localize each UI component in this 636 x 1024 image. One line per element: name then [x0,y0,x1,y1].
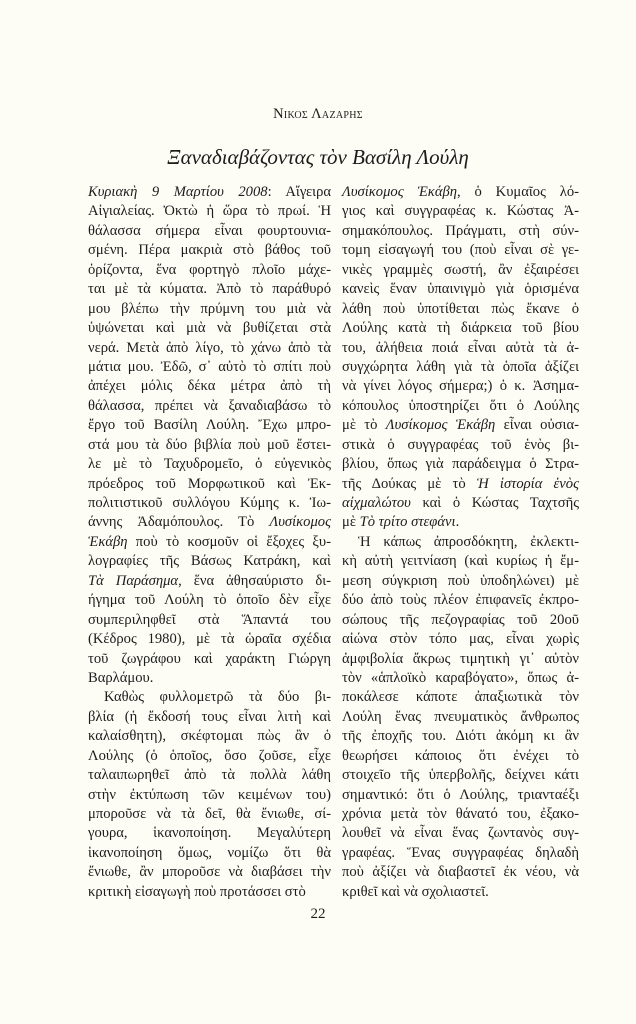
text-segment: Καθὼς φυλλομετρῶ τὰ δύο βι- [104,689,331,706]
text-line [88,766,331,785]
text-segment: τομη εἰσαγωγή του (ποὺ εἶναι σὲ γε- [342,242,579,259]
text-segment: ποὺ τὸ κοσμοῦν οἱ ἔξοχες ξυ- [127,533,331,550]
text-line [342,475,579,494]
text-segment: , ὁ Κυμαῖος λό- [456,184,579,200]
text-line [342,650,579,669]
text-segment: ἔργο τοῦ Βασίλη Λούλη. Ἔχω μπρο- [88,417,331,434]
text-segment: του, ἀλήθεια ποιά εἶναι αὐτὰ τὰ ἀ- [342,339,579,356]
text-line [88,669,331,688]
text-line [88,727,331,746]
text-segment: στοιχεῖο τῆς ὑπερβολῆς, δείχνει κάτι [342,767,579,784]
text-line [88,183,331,202]
text-line [88,358,331,377]
text-segment: σημακόπουλος. Πράγματι, στὴ σύν- [342,222,579,239]
text-segment: μου βλέπω τὴν πρύμνη του μιὰ νὰ [88,300,331,317]
text-segment: ὁρίζοντα, ἕνα φορτηγὸ πλοῖο μάχε- [88,261,331,278]
text-line [88,552,331,571]
text-segment: Τὰ Παράσημα [88,572,179,589]
text-line [88,824,331,843]
author-name: Νικος Λαζαρης [273,106,363,122]
text-segment: λογραφίες τῆς Βάσως Κατράκη, καὶ [88,553,331,570]
text-line [342,727,579,746]
text-line [342,805,579,824]
text-segment: Λυσίκομος [269,514,331,531]
text-segment: ἔνιωθε, ἂν μποροῦσε νὰ διαβάσει τὴν [88,864,331,881]
text-segment: Βαρλάμου. [88,669,154,686]
text-line [342,824,579,843]
text-line [342,630,579,649]
text-segment: Λούλης (ὁ ὁποῖος, ὅσο ζοῦσε, εἶχε [88,747,331,764]
text-segment: μεση σύγκριση ποὺ ὑποδηλώνει) μὲ [342,572,579,589]
text-segment: στά μου τὰ δύο βιβλία ποὺ μοῦ ἔστει- [88,436,331,453]
text-line [342,358,579,377]
text-segment: στικὰ ὁ συγγραφέας τοῦ ἑνὸς βι- [342,436,579,453]
text-line [88,805,331,824]
text-line [88,455,331,474]
text-segment: τῆς ἐποχῆς του. Διότι ἀκόμη κι ἂν [342,728,579,745]
text-segment: ὑψώνεται καὶ μιὰ νὰ βυθίζεται στὰ [88,320,331,337]
text-line [342,241,579,260]
text-line [342,552,579,571]
text-line [342,183,579,202]
text-segment: βλίου, ὅπως γιὰ παράδειγμα ὁ Στρα- [342,456,579,473]
text-segment: συμπεριληφθεῖ στὰ Ἅπαντά του [88,611,331,628]
text-segment: βλία (ἡ ἔκδοσή τους εἶναι λιτὴ καὶ [88,708,331,725]
text-segment: ποκάλεσε κάποτε ἀπαξιωτικὰ τὸν [342,689,579,706]
text-segment: ήγημα τοῦ Λούλη τὸ ὁποῖο δὲν εἶχε [88,592,331,609]
text-line [88,513,331,532]
text-segment: θάλασσα, πρέπει νὰ ξαναδιαβάσω τὸ [88,397,331,414]
text-line [88,572,331,591]
text-segment: συγχώρητα λάθη γιὰ τὰ ὁποῖα ἀξίζει [342,358,579,375]
text-segment: Λούλης κατὰ τὴ διάρκεια τοῦ βίου [342,320,579,337]
text-line [88,475,331,494]
text-line [88,339,331,358]
text-segment: στὴν ἐκτύπωση τῶν κειμένων του) [88,786,331,803]
text-line [342,883,579,902]
text-segment: σημαντικό: ὅτι ὁ Λούλης, τριανταέξι [342,786,579,803]
text-segment: καὶ ὁ Κώστας Ταχτσῆς [410,495,579,511]
text-line [88,863,331,882]
text-line [88,436,331,455]
text-segment: χρόνια μετὰ τὸν θάνατό του, ἐξακο- [342,806,579,822]
text-segment: Ἑκάβη [88,533,128,550]
text-segment: . [455,514,460,531]
text-line [88,241,331,260]
text-line [342,688,579,707]
text-line [88,494,331,513]
text-line [88,319,331,338]
text-line [342,766,579,785]
text-segment: (Κέδρος 1980), μὲ τὰ ὡραῖα σχέδια [88,631,331,648]
text-segment: ποὺ ἀξίζει νὰ διαβαστεῖ ἐκ νέου, νὰ [342,864,579,881]
text-segment: ἀμφιβολία ἄκρως τιμητικὴ γι᾽ αὐτὸν [342,650,579,667]
text-line [342,222,579,241]
text-line [88,611,331,630]
text-segment: Λούλη ἕνας πνευματικὸς ἄνθρωπος [342,708,579,725]
text-line [342,863,579,882]
text-line [88,786,331,805]
text-line [342,844,579,863]
text-segment: λουθεῖ νὰ εἶναι ἕνας ζωντανὸς συγ- [342,825,579,842]
text-line [88,261,331,280]
text-segment: κριθεῖ καὶ νὰ σχολιαστεῖ. [342,883,489,900]
text-segment: θεωρήσει κάποιος ὅτι ἐνέχει τὸ [342,747,579,764]
text-segment: Αἰγιαλείας. Ὀκτὼ ἡ ὥρα τὸ πρωί. Ἡ [88,203,331,220]
text-segment: τὸν «ἁπλοϊκὸ καραβόγατο», ὅπως ἀ- [342,669,579,686]
text-segment: λάθη ποὺ ὑποτίθεται πὼς ἔκανε ὁ [342,300,579,317]
text-line [88,533,331,552]
text-line [88,202,331,221]
text-segment: δύο ἀπὸ τοὺς πλέον ἐπιφανεῖς ἐκπρο- [342,592,579,609]
text-segment: άννης Ἀδαμόπουλος. Τὸ [88,514,270,531]
text-line [88,844,331,863]
text-segment: κόπουλος ὑποστηρίζει ὅτι ὁ Λούλης [342,397,579,414]
text-segment: ἱκανοποίηση ὅμως, νομίζω ὅτι θὰ [88,844,331,861]
text-line [342,669,579,688]
text-segment: ται μὲ τὰ κύματα. Ἀπὸ τὸ παράθυρό [88,281,331,298]
text-line [342,202,579,221]
text-line [342,611,579,630]
text-line [88,377,331,396]
text-line [88,222,331,241]
text-line [342,416,579,435]
text-line [88,416,331,435]
text-segment: αἰώνα στὸν τόπο μας, εἶναι χωρὶς [342,631,579,648]
text-line [88,397,331,416]
article-title: Ξαναδιαβάζοντας τὸν Βασίλη Λούλη [167,145,469,169]
text-segment: κὴ αὐτὴ γειτνίαση (καὶ κυρίως ἡ ἔμ- [342,553,579,570]
text-line [88,688,331,707]
text-segment: νικὲς γραμμὲς σωστή, ἂν ἐξαιρέσει [342,261,579,278]
text-segment: Τὸ τρίτο στεφάνι [359,514,456,531]
text-segment: πρόεδρος τοῦ Μορφωτικοῦ καὶ Ἐκ- [88,475,331,492]
text-line [88,591,331,610]
text-segment: γιος καὶ συγγραφέας κ. Κώστας Ἀ- [342,203,579,220]
text-segment: αἰχμαλώτου [342,495,411,511]
text-line [342,455,579,474]
text-segment: τοῦ ζωγράφου καὶ χαράκτη Γιώργη [88,650,331,667]
text-line [342,513,579,532]
text-segment: Ἡ ἱστορία ἑνὸς [476,475,579,492]
text-segment: σώπους τῆς πεζογραφίας τοῦ 20οῦ [342,611,579,628]
text-line [342,786,579,805]
text-line [342,436,579,455]
text-line [88,300,331,319]
text-segment: λε μὲ τὸ Ταχυδρομεῖο, ὁ εὐγενικὸς [88,456,331,473]
text-segment: μὲ [342,514,360,531]
text-segment: πολιτιστικοῦ συλλόγου Κύμης κ. Ἰω- [88,495,331,511]
text-segment: εἶναι οὐσια- [495,417,579,434]
text-segment: κανεὶς ἕναν ὑπαινιγμὸ γιὰ ὁρισμένα [342,281,579,298]
text-segment: Κυριακὴ 9 Μαρτίου 2008 [88,184,268,200]
text-line [88,280,331,299]
right-column [342,183,579,902]
text-segment: ταλαιπωρηθεῖ ἀπὸ τὰ πολλὰ λάθη [88,767,331,784]
text-line [342,572,579,591]
text-segment: θάλασσα σήμερα εἶναι φουρτουνια- [88,222,331,239]
text-line [342,747,579,766]
text-line [342,708,579,727]
text-line [342,339,579,358]
text-segment: γραφέας. Ἕνας συγγραφέας δηλαδὴ [342,844,579,861]
text-segment: καλαίσθητη), σκέφτομαι πὼς ἂν ὁ [88,728,331,745]
text-segment: σμένη. Πέρα μακριὰ στὸ βάθος τοῦ [88,242,331,259]
text-segment: μὲ τὸ [342,417,386,434]
text-segment: νὰ γίνει λόγος σήμερα;) ὁ κ. Ἀσημα- [342,378,579,395]
text-line [342,261,579,280]
text-line [342,591,579,610]
text-line [342,533,579,552]
text-line [88,747,331,766]
text-line [342,300,579,319]
text-line [342,397,579,416]
text-segment: Ἡ κάπως ἀπροσδόκητη, ἐκλεκτι- [358,533,579,550]
text-line [88,650,331,669]
text-segment: : Αἴγειρα [267,184,332,200]
text-segment: γουρα, ἱκανοποίηση. Μεγαλύτερη [88,825,331,842]
text-line [342,280,579,299]
left-column [88,183,331,902]
text-segment: ἀπέχει μόλις δέκα μέτρα ἀπὸ τὴ [88,378,331,395]
text-line [342,494,579,513]
text-segment: μάτια μου. Ἐδῶ, σ᾽ αὐτὸ τὸ σπίτι ποὺ [88,358,331,375]
text-segment: Λυσίκομος Ἑκάβη [342,184,457,200]
text-segment: Λυσίκομος Ἑκάβη [385,417,496,434]
text-line [88,708,331,727]
text-segment: μποροῦσε νὰ τὰ δεῖ, θὰ ἔνιωθε, σί- [88,806,331,822]
text-segment: τῆς Δούκας μὲ τὸ [342,475,477,492]
text-segment: νερά. Μετὰ ἀπὸ λίγο, τὸ χάνω ἀπὸ τὰ [88,339,331,356]
text-line [88,630,331,649]
text-segment: κριτικὴ εἰσαγωγὴ ποὺ προτάσσει στὸ [88,883,306,900]
page-number: 22 [310,906,326,922]
text-line [342,319,579,338]
text-segment: , ἕνα ἀθησαύριστο δι- [178,572,332,589]
text-line [342,377,579,396]
text-line [88,883,331,902]
